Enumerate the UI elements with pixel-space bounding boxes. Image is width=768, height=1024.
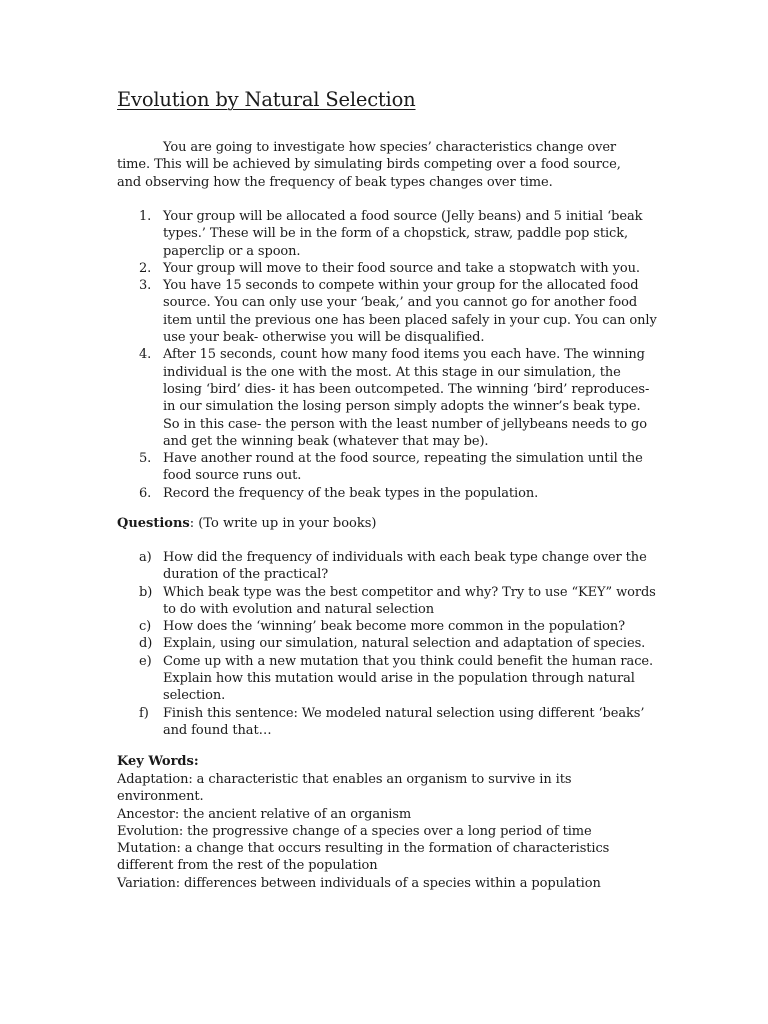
- list-item: [117, 618, 657, 635]
- question-text: Come up with a new mutation that you think could benefit the human race. Explain how this mutation would arise in the population through natural selection.: [163, 653, 653, 704]
- question-text: Which beak type was the best competitor and why? Try to use “KEY” words to do with evolution and natural selection: [163, 584, 656, 617]
- questions-label: Questions: [117, 516, 190, 531]
- step-text: Your group will move to their food source and take a stopwatch with you.: [163, 260, 640, 276]
- key-word-definition: Mutation: a change that occurs resulting in the formation of characteristics different from the rest of the population: [117, 841, 610, 874]
- list-item: [117, 208, 657, 260]
- list-item: [117, 635, 657, 652]
- list-item: [117, 705, 657, 740]
- step-number: 3.: [139, 278, 152, 294]
- question-letter: e): [139, 653, 152, 669]
- key-word-definition: Variation: differences between individuals of a species within a population: [117, 875, 601, 891]
- question-letter: a): [139, 550, 152, 565]
- question-letter: f): [139, 705, 149, 721]
- list-item: [117, 485, 657, 502]
- key-words-heading: Key Words:: [117, 754, 199, 769]
- document-title: Evolution by Natural Selection: [117, 88, 416, 111]
- question-text: How does the ‘winning’ beak become more common in the population?: [163, 619, 625, 635]
- list-item: [117, 277, 657, 346]
- step-number: 5.: [139, 451, 152, 467]
- question-text: How did the frequency of individuals with each beak type change over the duration of the practical?: [163, 550, 647, 583]
- question-letter: c): [139, 619, 152, 635]
- questions-list: [117, 549, 657, 739]
- questions-heading: [117, 515, 377, 532]
- step-number: 6.: [139, 485, 152, 501]
- key-words-definitions: [117, 771, 617, 892]
- key-word-definition: Adaptation: a characteristic that enables an organism to survive in its environment.: [117, 772, 572, 805]
- step-text: Have another round at the food source, repeating the simulation until the food source runs out.: [163, 451, 643, 484]
- list-item: [117, 584, 657, 619]
- question-letter: b): [139, 584, 153, 600]
- question-text: Explain, using our simulation, natural selection and adaptation of species.: [163, 636, 646, 652]
- step-number: 4.: [139, 347, 152, 363]
- step-number: 1.: [139, 209, 152, 224]
- list-item: [117, 549, 657, 584]
- step-text: You have 15 seconds to compete within your group for the allocated food source. You can only use your ‘beak,’ and you cannot go for another food item until the previous one has been placed safely in your cup. You can only use your beak- otherwise you will be disqualified.: [163, 278, 657, 346]
- list-item: [117, 346, 657, 450]
- step-number: 2.: [139, 260, 152, 276]
- list-item: [117, 450, 657, 485]
- intro-paragraph: You are going to investigate how species’ characteristics change over time. This will be achieved by simulating birds competing over a food source, and observing how the frequency of beak types changes over time.: [117, 140, 621, 190]
- questions-note: : (To write up in your books): [189, 516, 377, 531]
- step-text: After 15 seconds, count how many food items you each have. The winning individual is the one with the most. At this stage in our simulation, the losing ‘bird’ dies- it has been outcompeted. The winning ‘bird’ reproduces- in our simulation the losing person simply adopts the winner’s beak type. So in this case- the person with the least number of jellybeans needs to go and get the winning beak (whatever that may be).: [163, 347, 650, 449]
- step-text: Your group will be allocated a food source (Jelly beans) and 5 initial ‘beak types.’ These will be in the form of a chopstick, straw, paddle pop stick, paperclip or a spoon.: [163, 209, 643, 259]
- procedure-steps: [117, 208, 657, 502]
- list-item: [117, 653, 657, 705]
- key-word-definition: Evolution: the progressive change of a species over a long period of time: [117, 823, 592, 839]
- list-item: [117, 260, 657, 277]
- question-text: Finish this sentence: We modeled natural selection using different ‘beaks’ and found that…: [163, 705, 645, 738]
- key-word-definition: Ancestor: the ancient relative of an organism: [117, 806, 412, 822]
- step-text: Record the frequency of the beak types in the population.: [163, 485, 539, 501]
- question-letter: d): [139, 636, 153, 652]
